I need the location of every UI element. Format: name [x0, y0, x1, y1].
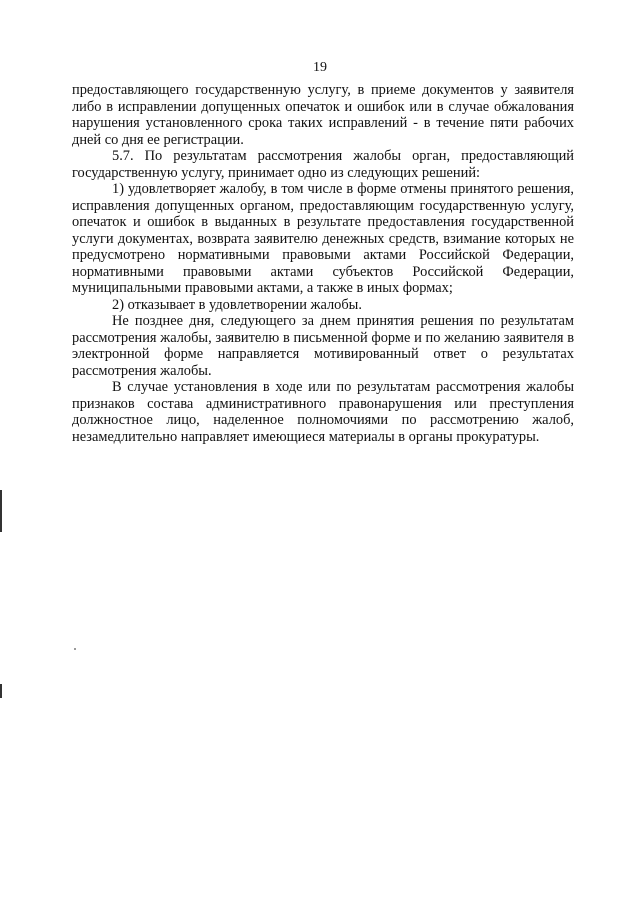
paragraph-prosecution: В случае установления в ходе или по результатам рассмотрения жалобы признаков состава административного правонарушения или преступления должностное лицо, наделенное полномочиями по рассмотрению жалоб, незамедлительно направляет имеющиеся материалы в органы прокуратуры.	[72, 379, 574, 445]
paragraph-response: Не позднее дня, следующего за днем принятия решения по результатам рассмотрения жалобы, заявителю в письменной форме и по желанию заявителя в электронной форме направляется мотивированный ответ о результатах рассмотрения жалобы.	[72, 313, 574, 379]
paragraph-decision-2: 2) отказывает в удовлетворении жалобы.	[112, 296, 362, 313]
paragraph-continuation: предоставляющего государственную услугу, в приеме документов у заявителя либо в исправлении допущенных опечаток и ошибок или в случае обжалования нарушения установленного срока таких исправлений - в течение пяти рабочих дней со дня ее регистрации.	[72, 82, 574, 148]
scan-edge-mark	[0, 490, 2, 532]
scan-edge-mark	[0, 684, 2, 698]
document-body	[72, 82, 574, 445]
scan-speck	[74, 648, 76, 650]
paragraph-decision-1: 1) удовлетворяет жалобу, в том числе в форме отмены принятого решения, исправления допущенных органом, предоставляющим государственную услугу, опечаток и ошибок в выданных в результате предоставления государственной услуги документах, возврата заявителю денежных средств, взимание которых не предусмотрено нормативными правовыми актами Российской Федерации, нормативными правовыми актами субъектов Российской Федерации, муниципальными правовыми актами, а также в иных формах;	[72, 181, 574, 296]
page-number: 19	[313, 60, 327, 75]
paragraph-5-7: 5.7. По результатам рассмотрения жалобы орган, предоставляющий государственную услугу, принимает одно из следующих решений:	[72, 148, 574, 181]
